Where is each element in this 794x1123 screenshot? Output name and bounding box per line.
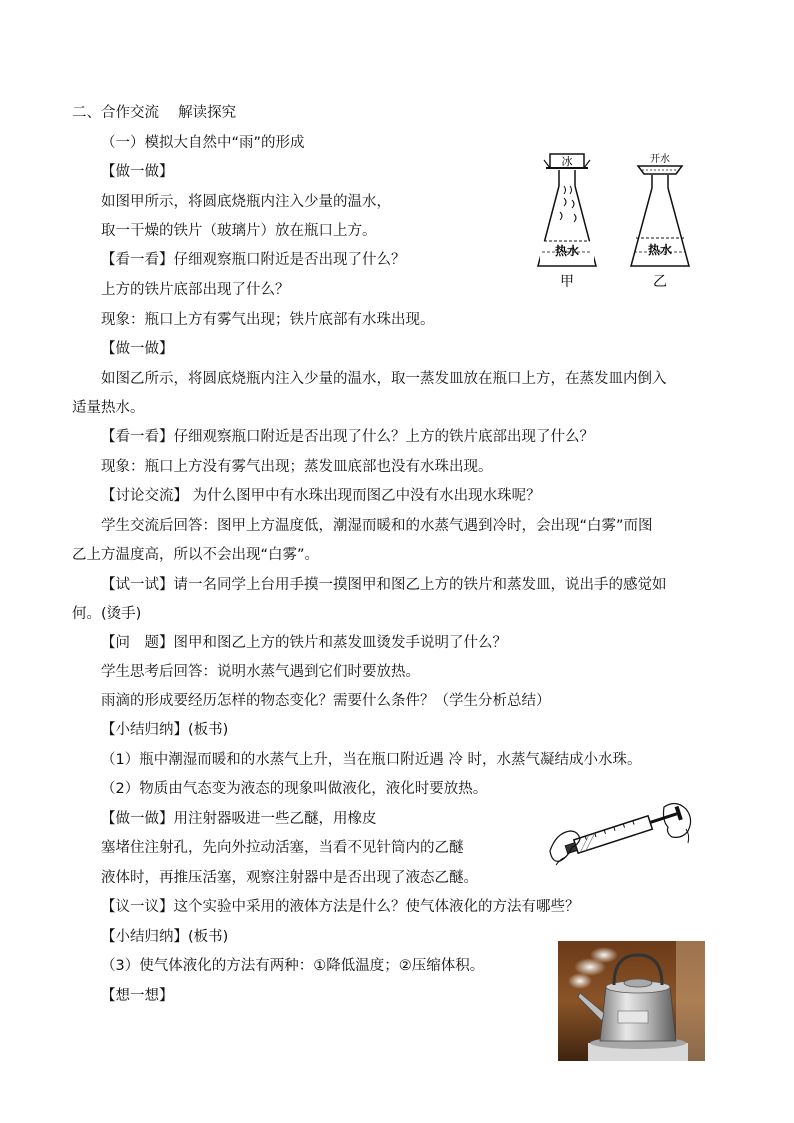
try-it-line-1: 【试一试】请一名同学上台用手摸一摸图甲和图乙上方的铁片和蒸发皿，说出手的感觉如 (101, 577, 667, 593)
summary-2-tag: 【小结归纳】(板书) (101, 929, 229, 945)
flask-figure (530, 148, 710, 293)
do-it-3-line-2: 塞堵住注射孔，先向外拉动活塞，当看不见针筒内的乙醚 (101, 840, 464, 856)
phenomenon-1: 现象：瓶口上方有雾气出现；铁片底部有水珠出现。 (101, 312, 435, 328)
question: 【问 题】图甲和图乙上方的铁片和蒸发皿烫发手说明了什么？ (101, 635, 507, 651)
caption-jia: 甲 (560, 274, 574, 290)
phenomenon-2: 现象：瓶口上方没有雾气出现；蒸发皿底部也没有水珠出现。 (101, 459, 493, 475)
do-it-3-line-1: 【做一做】用注射器吸进一些乙醚，用橡皮 (101, 811, 377, 827)
do-it-tag-2: 【做一做】 (101, 341, 174, 357)
discuss-question: 【讨论交流】 为什么图甲中有水珠出现而图乙中没有水出现水珠呢？ (101, 488, 541, 504)
summary-1-item-1: （1）瓶中潮湿而暖和的水蒸气上升，当在瓶口附近遇 冷 时，水蒸气凝结成小水珠。 (101, 752, 642, 768)
summary-1-item-2: （2）物质由气态变为液态的现象叫做液化，液化时要放热。 (101, 781, 488, 797)
do-it-3-line-3: 液体时，再推压活塞，观察注射器中是否出现了液态乙醚。 (101, 870, 478, 886)
summary-2-item-3: （3）使气体液化的方法有两种：①降低温度；②压缩体积。 (101, 958, 485, 974)
answer-2: 学生思考后回答：说明水蒸气遇到它们时要放热。 (101, 664, 420, 680)
flask-yi (631, 152, 689, 290)
kettle-photo (558, 941, 705, 1061)
answer-1-line-2: 乙上方温度高，所以不会出现“白雾”。 (72, 547, 320, 563)
vapor-icon (560, 186, 576, 222)
caption-yi: 乙 (653, 274, 667, 290)
section-title: 二、合作交流 解读探究 (72, 105, 237, 121)
do-it-1-line-2: 取一干燥的铁片（玻璃片）放在瓶口上方。 (101, 223, 377, 239)
raindrop-question: 雨滴的形成要经历怎样的物态变化？需要什么条件？（学生分析总结） (101, 693, 551, 709)
do-it-tag-1: 【做一做】 (101, 164, 174, 180)
do-it-1-line-1: 如图甲所示，将圆底烧瓶内注入少量的温水， (101, 194, 391, 210)
subsection-title: （一）模拟大自然中“雨”的形成 (101, 135, 305, 151)
do-it-2-line-2: 适量热水。 (72, 400, 145, 416)
summary-1-tag: 【小结归纳】(板书) (101, 722, 229, 738)
try-it-line-2: 何。(烫手) (72, 606, 142, 622)
flask-jia (538, 154, 596, 290)
look-2: 【看一看】仔细观察瓶口附近是否出现了什么？上方的铁片底部出现了什么？ (101, 429, 594, 445)
syringe-barrel-icon (574, 816, 653, 853)
look-1-line-2: 上方的铁片底部出现了什么？ (101, 282, 290, 298)
think-tag: 【想一想】 (101, 988, 174, 1004)
hot-water-label-jia: 热水 (554, 244, 580, 258)
look-1-line-1: 【看一看】仔细观察瓶口附近是否出现了什么？ (101, 252, 406, 268)
hot-water-label-yi: 热水 (647, 243, 673, 257)
ice-label: 冰 (561, 155, 573, 168)
boiling-water-label: 开水 (650, 154, 670, 165)
answer-1-line-1: 学生交流后回答：图甲上方温度低，潮湿而暖和的水蒸气遇到冷时，会出现“白雾”而图 (101, 518, 653, 534)
do-it-2-line-1: 如图乙所示，将圆底烧瓶内注入少量的温水，取一蒸发皿放在瓶口上方，在蒸发皿内倒入 (101, 371, 667, 387)
syringe-figure (546, 795, 696, 870)
discuss-2: 【议一议】这个实验中采用的液体方法是什么？使气体液化的方法有哪些？ (101, 899, 580, 915)
